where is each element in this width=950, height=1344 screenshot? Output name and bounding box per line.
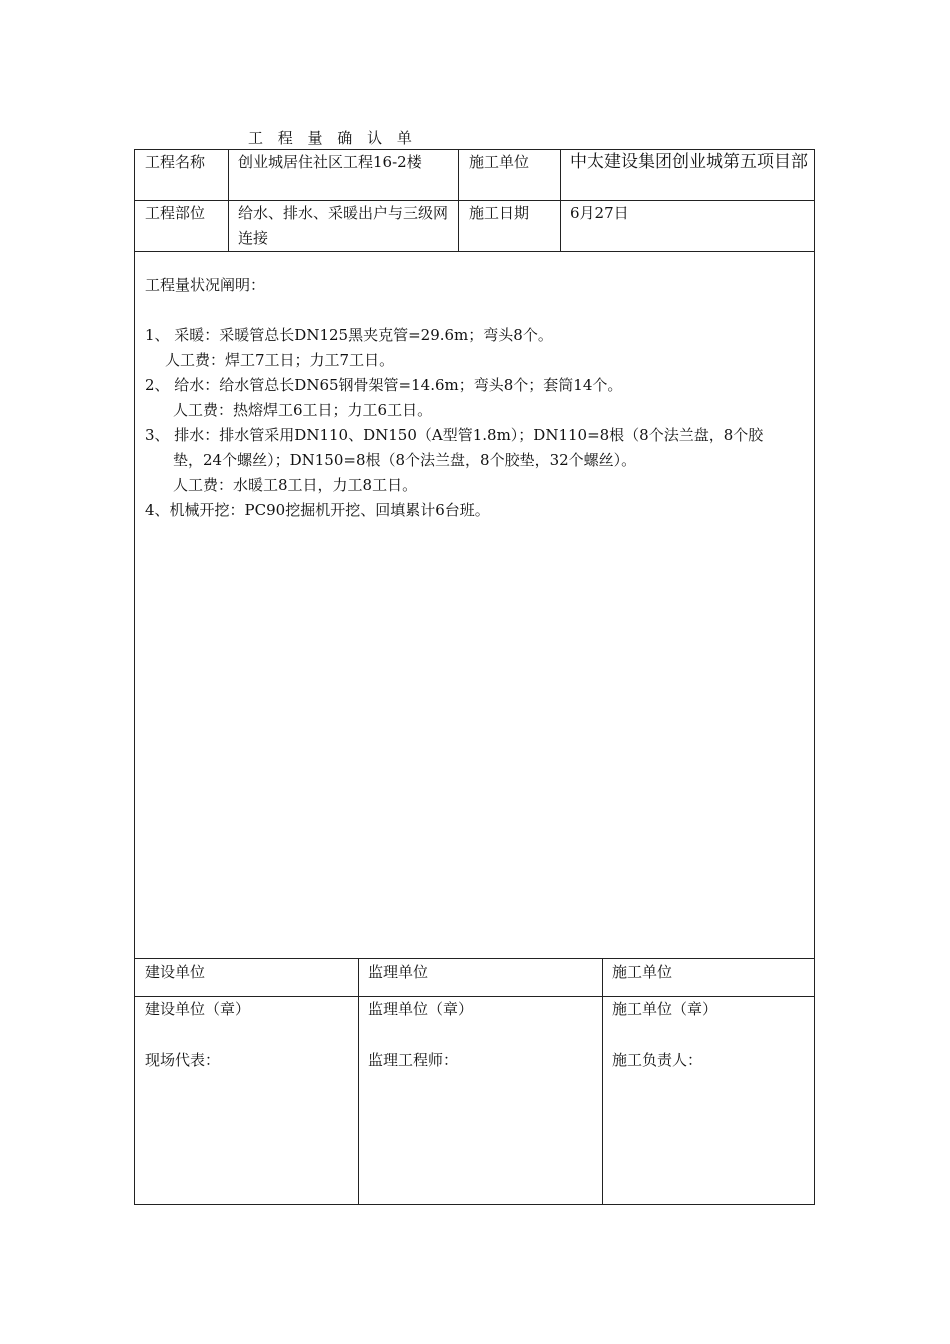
owner-representative: 现场代表： (145, 1051, 221, 1069)
divider (135, 958, 814, 959)
divider (358, 958, 359, 1204)
supervisor-seal: 监理单位（章） (368, 1000, 474, 1018)
owner-label: 建设单位 (145, 963, 206, 981)
divider (135, 251, 814, 252)
construction-manager: 施工负责人： (612, 1051, 703, 1069)
contractor-label: 施工单位 (469, 153, 530, 171)
description-line: 2、 给水：给水管总长DN65钢骨架管=14.6m；弯头8个；套筒14个。 (145, 376, 623, 394)
date-value: 6月27日 (570, 204, 629, 222)
builder-label: 施工单位 (612, 963, 673, 981)
project-name-value: 创业城居住社区工程16-2楼 (238, 153, 422, 171)
confirmation-form-table (134, 149, 815, 1205)
description-line: 人工费：焊工7工日；力工7工日。 (165, 351, 395, 369)
section-value: 给水、排水、采暖出户与三级网连接 (238, 204, 449, 247)
owner-seal: 建设单位（章） (145, 1000, 251, 1018)
supervising-engineer: 监理工程师： (368, 1051, 459, 1069)
document-title: 工 程 量 确 认 单 (248, 129, 417, 147)
contractor-value: 中太建设集团创业城第五项目部 (570, 152, 808, 172)
section-label: 工程部位 (145, 204, 206, 222)
divider (602, 958, 603, 1204)
description-line: 垫，24个螺丝）；DN150=8根（8个法兰盘，8个胶垫，32个螺丝）。 (173, 451, 637, 469)
description-line: 3、 排水：排水管采用DN110、DN150（A型管1.8m）；DN110=8根（8个法兰盘，8个胶 (145, 426, 764, 444)
description-line: 人工费：热熔焊工6工日；力工6工日。 (173, 401, 433, 419)
description-heading: 工程量状况阐明： (145, 276, 266, 294)
builder-seal: 施工单位（章） (612, 1000, 718, 1018)
date-label: 施工日期 (469, 204, 530, 222)
project-name-label: 工程名称 (145, 153, 206, 171)
quantity-description (145, 273, 810, 523)
supervisor-label: 监理单位 (368, 963, 429, 981)
description-line: 4、机械开挖：PC90挖掘机开挖、回填累计6台班。 (145, 501, 490, 519)
description-line: 人工费：水暖工8工日，力工8工日。 (173, 476, 418, 494)
description-line: 1、 采暖：采暖管总长DN125黑夹克管=29.6m；弯头8个。 (145, 326, 553, 344)
